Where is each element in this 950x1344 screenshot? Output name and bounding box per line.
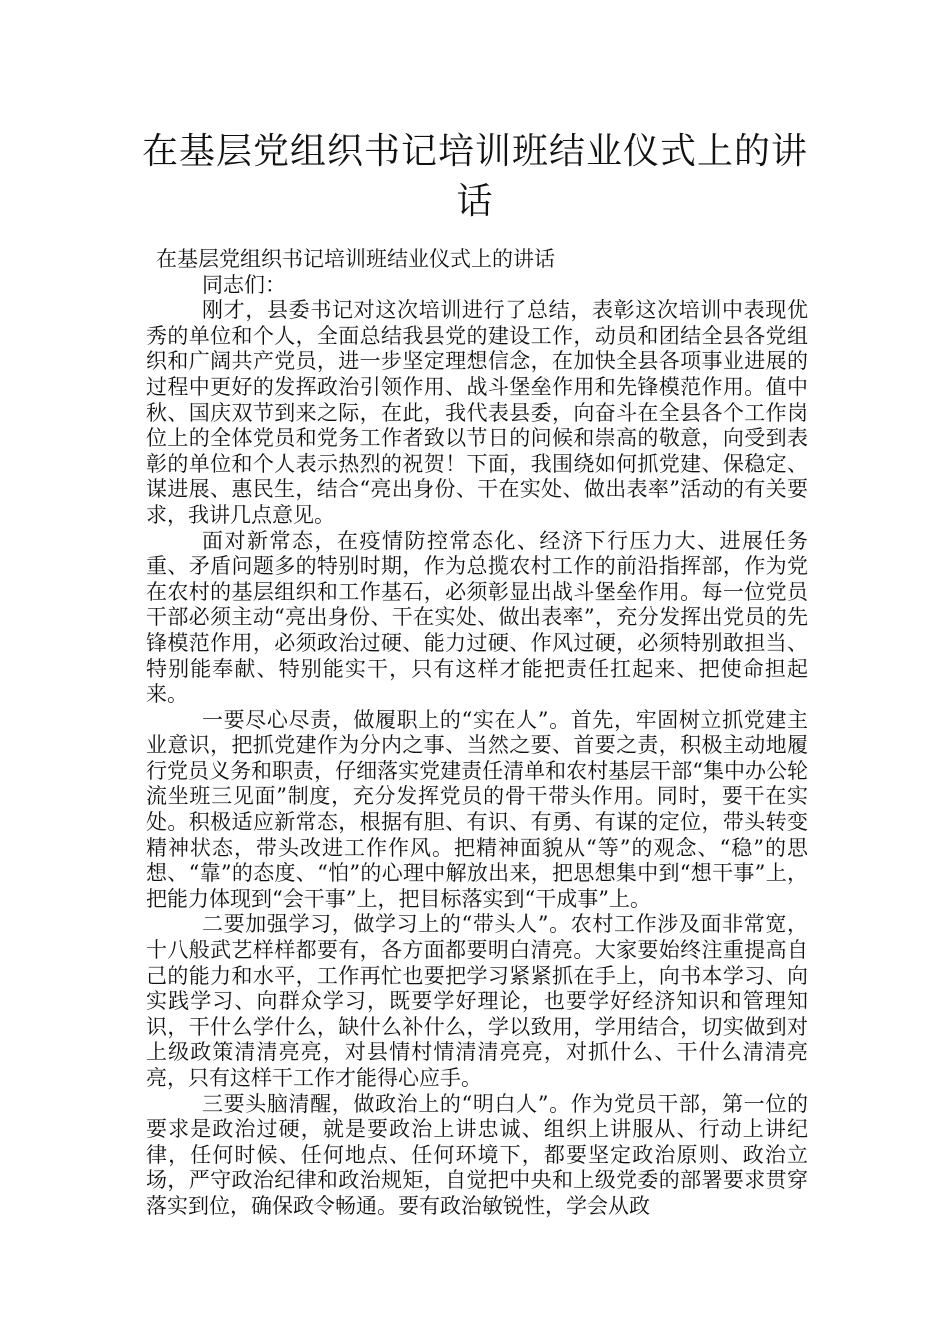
greeting: 同志们： <box>202 272 286 297</box>
document-title: 在基层党组织书记培训班结业仪式上的讲话 <box>141 131 808 222</box>
paragraph: 二要加强学习，做学习上的“带头人”。农村工作涉及面非常宽，十八般武艺样样都要有，各方面都要明白清亮。大家要始终注重提高自己的能力和水平，工作再忙也要把学习紧紧抓在手上，向书本学习、向实践学习、向群众学习，既要学好理论，也要学好经济知识和管理知识，干什么学什么，缺什么补什么，学以致用，学用结合，切实做到对上级政策清清亮亮，对县情村情清清亮亮，对抓什么、干什么清清亮亮，只有这样干工作才能得心应手。 <box>146 912 808 1090</box>
paragraph: 面对新常态，在疫情防控常态化、经济下行压力大、进展任务重、矛盾问题多的特别时期，作为总揽农村工作的前沿指挥部，作为党在农村的基层组织和工作基石，必须彰显出战斗堡垒作用。每一位党员干部必须主动“亮出身份、干在实处、做出表率”，充分发挥出党员的先锋模范作用，必须政治过硬、能力过硬、作风过硬，必须特别敢担当、特别能奉献、特别能实干，只有这样才能把责任扛起来、把使命担起来。 <box>146 528 808 707</box>
paragraph: 刚才，县委书记对这次培训进行了总结，表彰这次培训中表现优秀的单位和个人，全面总结我县党的建设工作，动员和团结全县各党组织和广阔共产党员，进一步坚定理想信念，在加快全县各项事业进展的过程中更好的发挥政治引领作用、战斗堡垒作用和先锋模范作用。值中秋、国庆双节到来之际，在此，我代表县委，向奋斗在全县各个工作岗位上的全体党员和党务工作者致以节日的问候和崇高的敬意，向受到表彰的单位和个人表示热烈的祝贺！下面，我围绕如何抓党建、保稳定、谋进展、惠民生，结合“亮出身份、干在实处、做出表率”活动的有关要求，我讲几点意见。 <box>146 298 808 527</box>
document-subtitle: 在基层党组织书记培训班结业仪式上的讲话 <box>156 247 555 271</box>
paragraph: 一要尽心尽责，做履职上的“实在人”。首先，牢固树立抓党建主业意识，把抓党建作为分内之事、当然之要、首要之责，积极主动地履行党员义务和职责，仔细落实党建责任清单和农村基层干部“集中办公轮流坐班三见面”制度，充分发挥党员的骨干带头作用。同时，要干在实处。积极适应新常态，根据有胆、有识、有勇、有谋的定位，带头转变精神状态，带头改进工作作风。把精神面貌从“等”的观念、“稳”的思想、“靠”的态度、“怕”的心理中解放出来，把思想集中到“想干事”上，把能力体现到“会干事”上，把目标落实到“干成事”上。 <box>146 707 808 911</box>
paragraph: 三要头脑清醒，做政治上的“明白人”。作为党员干部，第一位的要求是政治过硬，就是要政治上讲忠诚、组织上讲服从、行动上讲纪律，任何时候、任何地点、任何环境下，都要坚定政治原则、政治立场，严守政治纪律和政治规矩，自觉把中央和上级党委的部署要求贯穿落实到位，确保政令畅通。要有政治敏锐性，学会从政 <box>146 1091 808 1218</box>
document-body <box>146 247 808 1220</box>
